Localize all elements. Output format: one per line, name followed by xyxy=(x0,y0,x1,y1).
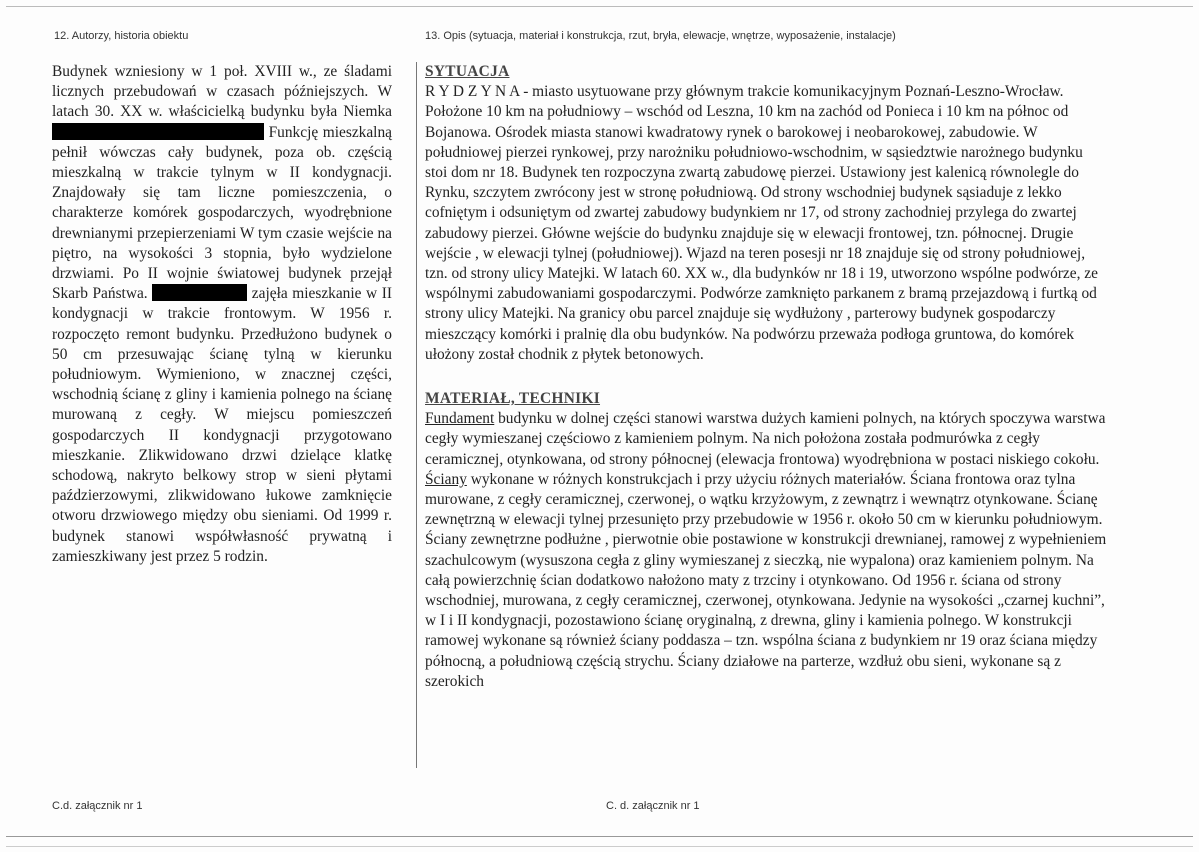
section-header-description: 13. Opis (sytuacja, materiał i konstrukcja, rzut, bryła, elewacje, wnętrze, wyposażenie, instalacje) xyxy=(425,30,896,42)
sciany-label: Ściany xyxy=(425,470,467,488)
description-column xyxy=(425,62,1107,692)
section-spacer xyxy=(425,365,1107,389)
sytuacja-heading: SYTUACJA xyxy=(425,63,510,80)
sciany-text: wykonane w różnych konstrukcjach i przy użyciu różnych materiałów. Ściana frontowa oraz tylna murowane, z cegły ceramicznej, czerwonej, o wątku krzyżowym, z zewnątrz i wewnątrz otynkowane. Ścianę zewnętrzną w elewacji tylnej przesunięto przy przebudowie w 1956 r. około 50 cm w kierunku południowym. xyxy=(425,470,1103,529)
sytuacja-paragraph xyxy=(425,82,1107,365)
rydzyna-lead: R Y D Z Y N A xyxy=(425,83,520,101)
redacted-name-block xyxy=(52,123,264,140)
page-bottom-border-2 xyxy=(6,846,1193,847)
history-text-part-2: Funkcję mieszkalną pełnił wówczas cały budynek, poza ob. częścią mieszkalną w trakcie tylnym w II kondygnacji. Znajdowały się tam liczne pomieszczenia, o charakterze komórek gospodarczych, wyodrębnione drewnianymi przepierzeniami W tym czasie wejście na piętro, na wysokości 3 stopnia, było wydzielone drzwiami. Po II wojnie światowej budynek przejął Skarb Państwa. xyxy=(52,123,392,303)
column-divider xyxy=(416,62,417,768)
history-text-part-1: Budynek wzniesiony w 1 poł. XVIII w., ze śladami licznych przebudowań w czasach późniejszych. W latach 30. XX w. właścicielką budynku była Niemka xyxy=(52,63,392,121)
fundament-label: Fundament xyxy=(425,410,495,428)
footer-right-attachment-note: C. d. załącznik nr 1 xyxy=(606,800,700,812)
footer-left-attachment-note: C.d. załącznik nr 1 xyxy=(52,800,143,812)
section-header-authors-history: 12. Autorzy, historia obiektu xyxy=(54,30,189,42)
material-heading: MATERIAŁ, TECHNIKI xyxy=(425,390,601,408)
page-top-border xyxy=(6,6,1193,7)
fundament-paragraph xyxy=(425,409,1107,470)
sciany-paragraph xyxy=(425,470,1107,531)
fundament-text: budynku w dolnej części stanowi warstwa dużych kamieni polnych, na których spoczywa warstwa cegły wymieszanej częściowo z kamieniem polnym. Na nich położona została podmurówka z cegły ceramicznej, otynkowana, od strony północnej (elewacja frontowa) wyodrębniona w postaci niskiego cokołu. xyxy=(425,410,1106,468)
history-text xyxy=(52,62,392,567)
page-bottom-border xyxy=(6,836,1193,837)
history-text-part-3: zajęła mieszkanie w II kondygnacji w trakcie frontowym. W 1956 r. rozpoczęto remont budynku. Przedłużono budynek o 50 cm przesuwając ścianę tylną w kierunku południowym. Wymieniono, w znacznej części, wschodnią ścianę z gliny i kamienia polnego na ścianę murowaną z cegły. W miejscu pomieszczeń gospodarczych II kondygnacji przygotowano mieszkanie. Zlikwidowano drzwi dzielące klatkę schodową, nakryto belkowy strop w sieni płytami paździerzowymi, zlikwidowano łukowe zamknięcie otworu drzwiowego między obu sieniami. Od 1999 r. budynek stanowi współwłasność prywatną i zamieszkiwany jest przez 5 rodzin. xyxy=(52,285,392,565)
sytuacja-text: - miasto usytuowane przy głównym trakcie komunikacyjnym Poznań-Leszno-Wrocław. Położone 10 km na południowy – wschód od Leszna, 10 km na zachód od Ponieca i 10 km na północ od Bojanowa. Ośrodek miasta stanowi kwadratowy rynek o barokowej i neobarokowej, zabudowie. W południowej pierzei rynkowej, przy narożniku południowo-wschodnim, w sąsiedztwie narożnego budynku stoi dom nr 18. Budynek ten rozpoczyna zwartą zabudowę pierzei. Ustawiony jest kalenicą równolegle do Rynku, szczytem zwrócony jest w stronę południową. Od strony wschodniej budynek sąsiaduje z lekko cofniętym i odsuniętym od zwartej zabudowy budynkiem nr 17, od strony zachodniej przylega do zwartej zabudowy pierzei. Główne wejście do budynku znajduje się w elewacji frontowej, tzn. północnej. Drugie wejście , w elewacji tylnej (południowej). Wjazd na teren posesji nr 18 znajduje się od strony południowej, tzn. od strony ulicy Matejki. W latach 60. XX w., dla budynków nr 18 i 19, utworzono wspólne podwórze, ze wspólnymi zabudowaniami gospodarczymi. Podwórze zamknięto parkanem z bramą przejazdową i furtką od strony ulicy Matejki. Na granicy obu parcel znajduje się wydłużony , parterowy budynek gospodarczy mieszczący komórki i pralnię dla obu budynków. Na podwórzu przeważa podłoga gruntowa, do komórek ułożony został chodnik z płytek betonowych. xyxy=(425,83,1098,363)
redacted-name-block-2 xyxy=(152,284,247,301)
history-column xyxy=(52,62,392,567)
sciany-zewnetrzne-paragraph: Ściany zewnętrzne podłużne , pierwotnie obie postawione w konstrukcji drewnianej, ramowej z wypełnieniem szachulcowym (wysuszona cegła z gliny wymieszanej z sieczką, nie wypalona) oraz kamieniem polnym. Na całą powierzchnię ścian dodatkowo nałożono maty z trzciny i otynkowano. Od 1956 r. ściana od strony wschodniej, murowana, z cegły ceramicznej, czerwonej, otynkowana. Jedynie na wysokości „czarnej kuchni”, w I i II kondygnacji, pozostawiono ścianę oryginalną, z drewna, gliny i kamienia polnego. W konstrukcji ramowej wykonane są również ściany poddasza – tzn. wspólna ściana z budynkiem nr 19 oraz ściana między północną, a południową częścią strychu. Ściany działowe na parterze, wzdłuż obu sieni, wykonane są z szerokich xyxy=(425,531,1107,690)
